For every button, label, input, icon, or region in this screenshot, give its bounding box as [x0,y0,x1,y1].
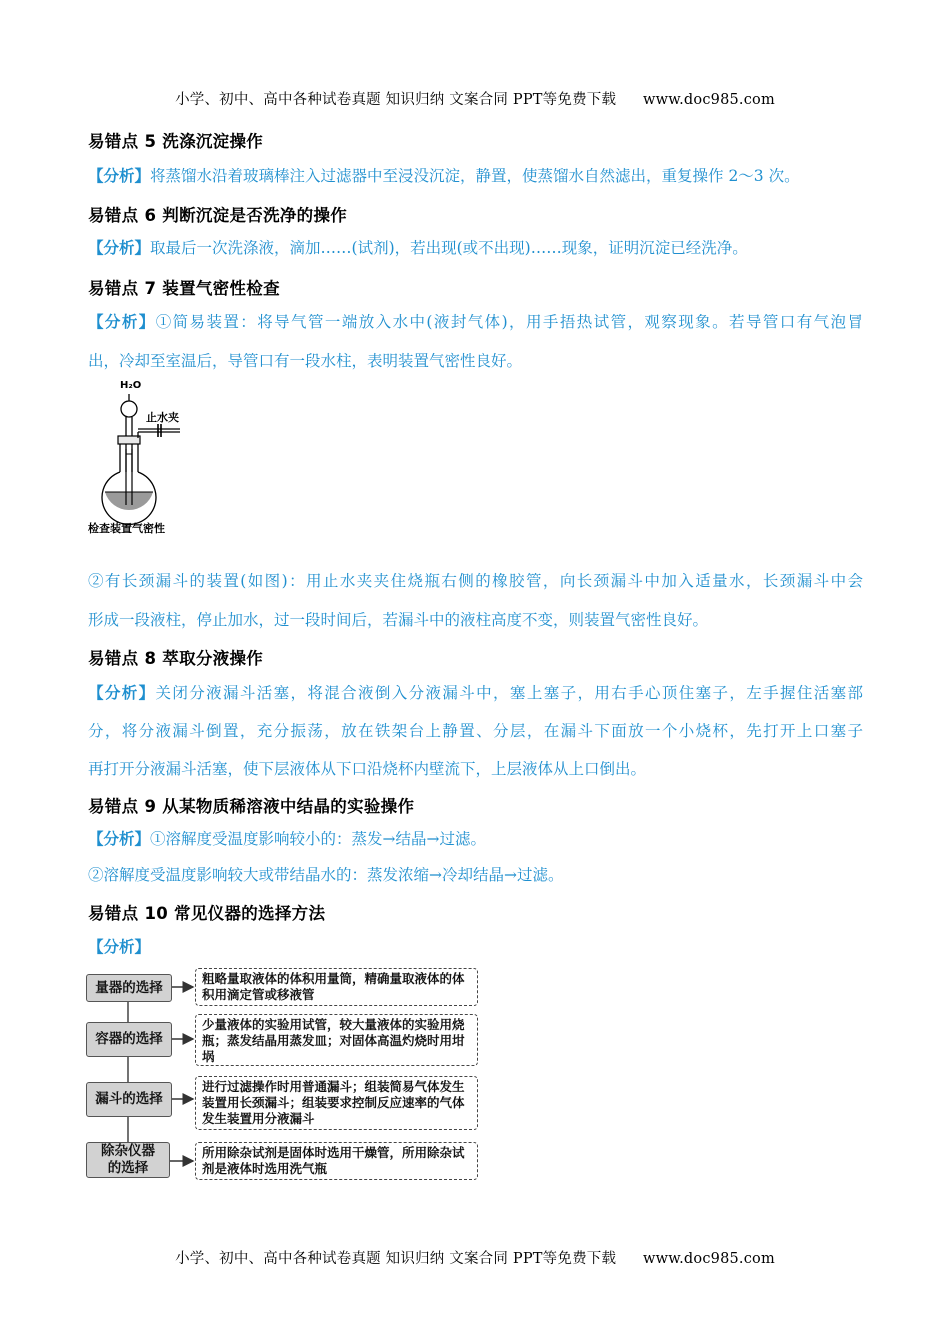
selection-box-impurity: 除杂仪器的选择 [86,1142,170,1178]
section-7-line-3: ②有长颈漏斗的装置(如图)：用止水夹夹住烧瓶右侧的橡胶管，向长颈漏斗中加入适量水，长颈漏斗中会 [88,572,863,590]
section-9-line-2: ②溶解度受温度影响较大或带结晶水的：蒸发浓缩→冷却结晶→过滤。 [88,866,564,884]
selection-box-funnel: 漏斗的选择 [86,1082,172,1117]
section-6-line-1: 取最后一次洗涤液，滴加……(试剂)，若出现(或不出现)……现象，证明沉淀已经洗净。 [150,239,748,257]
selection-desc-impurity: 所用除杂试剂是固体时选用干燥管，所用除杂试剂是液体时选用洗气瓶 [195,1142,478,1180]
footer-text: 小学、初中、高中各种试卷真题 知识归纳 文案合同 PPT等免费下载 [175,1251,617,1267]
analysis-tag: 【分析】 [88,830,151,848]
selection-box-container: 容器的选择 [86,1022,172,1057]
selection-desc-funnel: 进行过滤操作时用普通漏斗；组装简易气体发生装置用长颈漏斗；组装要求控制反应速率的气体发生装置用分液漏斗 [195,1076,478,1130]
footer-site-link[interactable]: www.doc985.com [642,1251,775,1267]
page-footer [0,1247,950,1268]
section-8-line-3: 再打开分液漏斗活塞，使下层液体从下口沿烧杯内壁流下，上层液体从上口倒出。 [88,760,647,778]
selection-box-measuring: 量器的选择 [86,974,172,1002]
analysis-tag: 【分析】 [88,938,151,956]
selection-desc-container: 少量液体的实验用试管，较大量液体的实验用烧瓶；蒸发结晶用蒸发皿；对固体高温灼烧时用坩埚 [195,1014,478,1066]
section-8-line-1: 关闭分液漏斗活塞，将混合液倒入分液漏斗中，塞上塞子，用右手心顶住塞子，左手握住活塞部 [155,684,863,702]
section-title-9: 易错点 9 从某物质稀溶液中结晶的实验操作 [88,797,415,816]
section-title-6: 易错点 6 判断沉淀是否洗净的操作 [88,206,348,225]
section-title-8: 易错点 8 萃取分液操作 [88,649,264,668]
section-7-line-4: 形成一段液柱，停止加水，过一段时间后，若漏斗中的液柱高度不变，则装置气密性良好。 [88,611,709,629]
analysis-tag: 【分析】 [88,239,151,257]
figure-caption: 检查装置气密性 [88,522,165,535]
section-5-line-1: 将蒸馏水沿着玻璃棒注入过滤器中至浸没沉淀，静置，使蒸馏水自然滤出，重复操作 2～3 次。 [150,167,800,185]
header-site-link[interactable]: www.doc985.com [642,92,775,108]
section-title-10: 易错点 10 常见仪器的选择方法 [88,904,326,923]
clamp-label: 止水夹 [146,411,179,424]
analysis-tag: 【分析】 [88,684,156,702]
analysis-tag: 【分析】 [88,313,156,331]
analysis-tag: 【分析】 [88,167,151,185]
section-title-7: 易错点 7 装置气密性检查 [88,279,280,298]
section-8-line-2: 分，将分液漏斗倒置，充分振荡，放在铁架台上静置、分层，在漏斗下面放一个小烧杯，先打开上口塞子 [88,722,863,740]
section-7-line-2: 出，冷却至室温后，导管口有一段水柱，表明装置气密性良好。 [88,352,523,370]
header-text: 小学、初中、高中各种试卷真题 知识归纳 文案合同 PPT等免费下载 [175,92,617,108]
selection-desc-measuring: 粗略量取液体的体积用量筒，精确量取液体的体积用滴定管或移液管 [195,968,478,1006]
h2o-label: H₂O [120,380,142,391]
section-title-5: 易错点 5 洗涤沉淀操作 [88,132,264,151]
section-9-line-1: ①溶解度受温度影响较小的：蒸发→结晶→过滤。 [150,830,486,848]
section-7-line-1: ①简易装置：将导气管一端放入水中(液封气体)，用手捂热试管，观察现象。若导管口有气泡冒 [155,313,863,331]
